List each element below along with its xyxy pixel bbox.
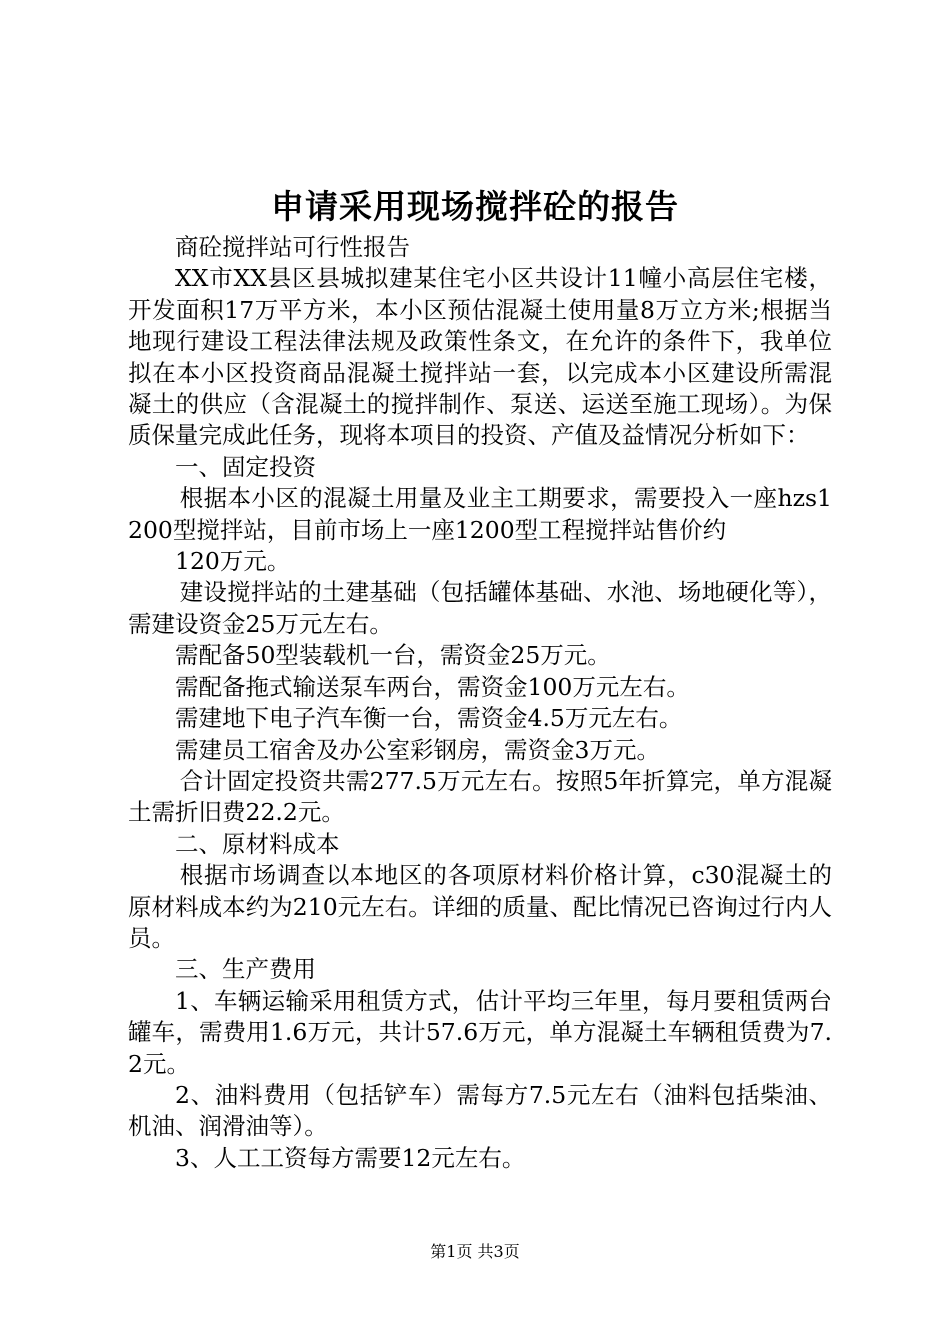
document-body [128,232,832,1174]
paragraph-mixing-station: 根据本小区的混凝土用量及业主工期要求，需要投入一座hzs1200型搅拌站，目前市场上一座1200型工程搅拌站售价约 [128,484,832,544]
paragraph-loader: 需配备50型装载机一台，需资金25万元。 [175,641,611,670]
page-footer: 第1页 共3页 [430,1242,520,1261]
paragraph-vehicle-rental: 1、车辆运输采用租赁方式，估计平均三年里，每月要租赁两台罐车，需费用1.6万元，共计57.6万元，单方混凝土车辆租赁费为7.2元。 [128,986,832,1078]
paragraph-subtitle: 商砼搅拌站可行性报告 [175,233,410,261]
paragraph-intro: XX市XX县区县城拟建某住宅小区共设计11幢小高层住宅楼，开发面积17万平方米，本小区预估混凝土使用量8万立方米;根据当地现行建设工程法律法规及政策性条文，在允许的条件下，我单位拟在本小区投资商品混凝土搅拌站一套，以完成本小区建设所需混凝土的供应（含混凝土的搅拌制作、泵送、运送至施工现场）。为保质保量完成此任务，现将本项目的投资、产值及益情况分析如下： [128,264,832,450]
paragraph-truck-scale: 需建地下电子汽车衡一台，需资金4.5万元左右。 [175,704,683,733]
section-heading-production-cost: 三、生产费用 [175,955,316,984]
paragraph-raw-material-cost: 根据市场调查以本地区的各项原材料价格计算，c30混凝土的原材料成本约为210元左右。详细的质量、配比情况已咨询过行内人员。 [128,861,832,952]
paragraph-fuel-cost: 2、油料费用（包括铲车）需每方7.5元左右（油料包括柴油、机油、润滑油等）。 [128,1080,832,1141]
paragraph-dormitory: 需建员工宿舍及办公室彩钢房，需资金3万元。 [175,735,660,764]
document-title: 申请采用现场搅拌砼的报告 [271,187,679,226]
section-heading-fixed-investment: 一、固定投资 [175,452,316,481]
paragraph-labor-cost: 3、人工工资每方需要12元左右。 [175,1143,526,1172]
paragraph-pump-truck: 需配备拖式输送泵车两台，需资金100万元左右。 [175,672,690,701]
section-heading-raw-material: 二、原材料成本 [175,829,340,858]
paragraph-civil-foundation: 建设搅拌站的土建基础（包括罐体基础、水池、场地硬化等），需建设资金25万元左右。 [128,578,832,638]
paragraph-total-investment: 合计固定投资共需277.5万元左右。按照5年折算完，单方混凝土需折旧费22.2元。 [128,766,832,827]
paragraph-price: 120万元。 [175,547,291,576]
